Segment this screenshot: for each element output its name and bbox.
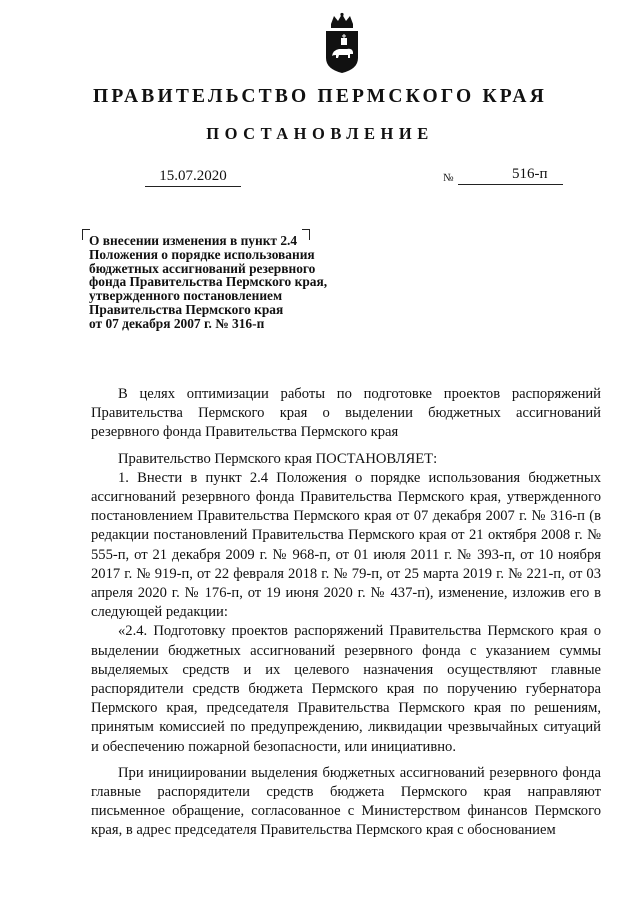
- document-number: 516-п: [512, 166, 548, 182]
- subject-line: бюджетных ассигнований резервного: [89, 260, 316, 276]
- resolution-paragraph: Правительство Пермского края ПОСТАНОВЛЯЕТ:: [118, 450, 438, 467]
- document-number-field: [458, 164, 563, 185]
- document-body: [91, 385, 601, 841]
- clause-2-4-paragraph: «2.4. Подготовку проектов распоряжений Правительства Пермского края о выделении бюджетных ассигнований резервного фонда с указанием суммы выделяемых средств и их целевого назначения осуществляют главные распорядители средств бюджета Пермского края по поручению губернатора Пермского края, председателя Правительства Пермского края по решениям, принятым комиссией по предупреждению, ликвидации чрезвычайных ситуаций и обеспечению пожарной безопасности, или инициативно.: [91, 623, 601, 755]
- clause-1-paragraph: 1. Внести в пункт 2.4 Положения о порядке использования бюджетных ассигнований резервного фонда Правительства Пермского края, утвержденного постановлением Правительства Пермского края от 07 декабря 2007 г. № 316-п (в редакции постановлений Правительства Пермского края от 21 октября 2008 г. № 555-п, от 21 декабря 2009 г. № 968-п, от 01 июля 2011 г. № 393-п, от 10 ноября 2017 г. № 919-п, от 22 февраля 2018 г. № 79-п, от 25 марта 2019 г. № 221-п, от 03 апреля 2020 г. № 176-п, от 19 июня 2020 г. № 437-п), изменение, изложив его в следующей редакции:: [91, 469, 601, 621]
- document-date: 15.07.2020: [145, 166, 241, 187]
- subject-line: фонда Правительства Пермского края,: [89, 274, 328, 290]
- subject-line: от 07 декабря 2007 г. № 316-п: [89, 315, 265, 331]
- document-type: ПОСТАНОВЛЕНИЕ: [206, 124, 434, 143]
- preamble-paragraph: В целях оптимизации работы по подготовке проектов распоряжений Правительства Пермского края о выделении бюджетных ассигнований резервного фонда Правительства Пермского края: [91, 386, 601, 441]
- government-title: ПРАВИТЕЛЬСТВО ПЕРМСКОГО КРАЯ: [93, 86, 547, 107]
- perm-krai-coat-of-arms-icon: [322, 12, 362, 74]
- subject-line: утвержденного постановлением: [89, 288, 283, 304]
- document-subject: [89, 234, 389, 331]
- subject-line: Положения о порядке использования: [89, 246, 315, 262]
- subject-line: Правительства Пермского края: [89, 301, 284, 317]
- subject-line: О внесении изменения в пункт 2.4: [89, 233, 298, 248]
- number-sign: №: [443, 172, 454, 184]
- initiation-paragraph: При инициировании выделения бюджетных ассигнований резервного фонда главные распорядители средств бюджета Пермского края направляют письменное обращение, согласованное с Министерством финансов Пермского края, в адрес председателя Правительства Пермского края с обоснованием: [91, 764, 601, 839]
